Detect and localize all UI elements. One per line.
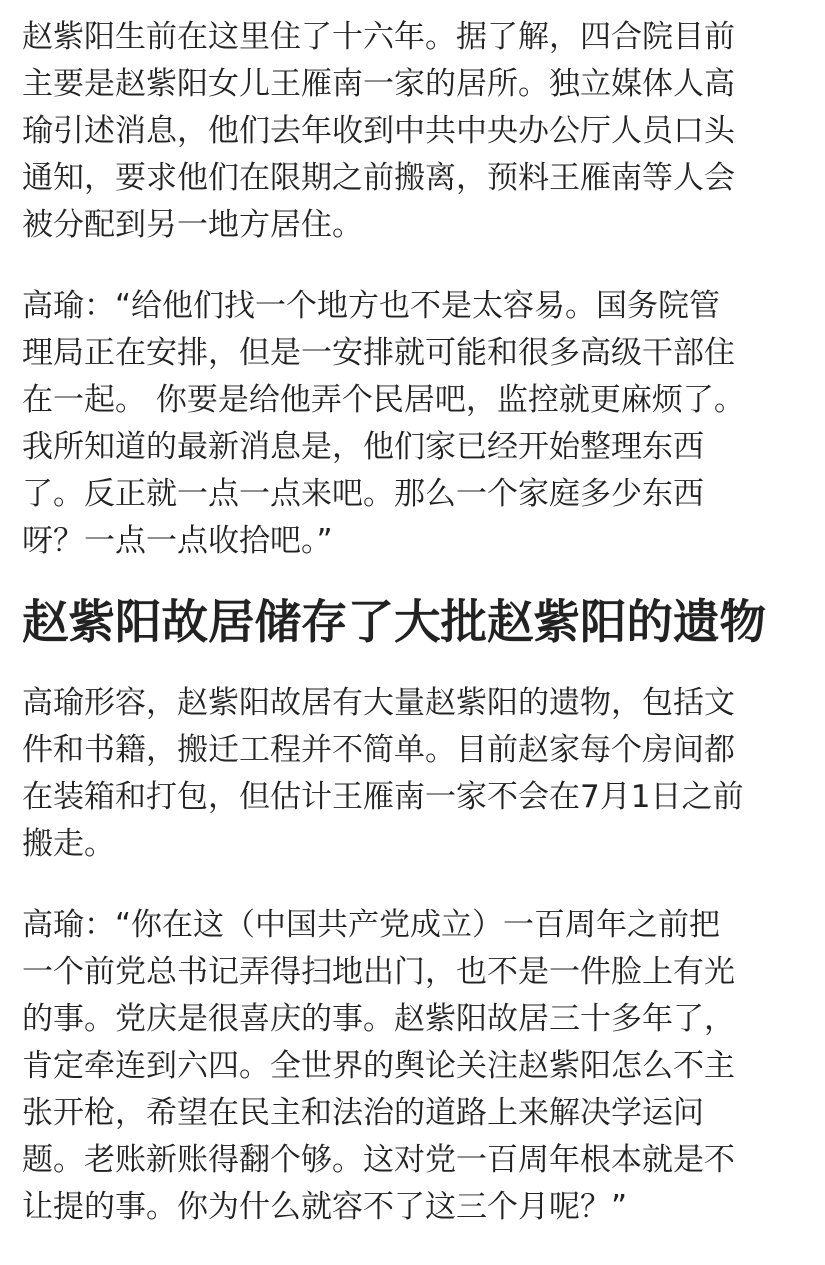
text-line: 被分配到另一地方居住。 bbox=[22, 207, 363, 243]
text-line: 肯定牵连到六四。全世界的舆论关注赵紫阳怎么不主 bbox=[22, 1048, 735, 1084]
paragraph-gao-yu-quote-1 bbox=[22, 283, 812, 565]
text-line: 搬走。 bbox=[22, 826, 115, 862]
text-line: 件和书籍，搬迁工程并不简单。目前赵家每个房间都 bbox=[22, 732, 735, 768]
text-line: 主要是赵紫阳女儿王雁南一家的居所。独立媒体人高 bbox=[22, 66, 735, 102]
paragraph-residence bbox=[22, 14, 812, 249]
text-line: 高瑜：“你在这（中国共产党成立）一百周年之前把 bbox=[22, 907, 721, 943]
text-line: 瑜引述消息，他们去年收到中共中央办公厅人员口头 bbox=[22, 113, 735, 149]
text-line: 了。反正就一点一点来吧。那么一个家庭多少东西 bbox=[22, 476, 704, 512]
paragraph-belongings bbox=[22, 680, 812, 868]
text-line: 在装箱和打包，但估计王雁南一家不会在7月1日之前 bbox=[22, 779, 744, 815]
text-line: 高瑜：“给他们找一个地方也不是太容易。国务院管 bbox=[22, 288, 721, 324]
article-body bbox=[22, 14, 812, 1265]
paragraph-gao-yu-quote-2 bbox=[22, 902, 812, 1231]
text-line: 我所知道的最新消息是，他们家已经开始整理东西 bbox=[22, 429, 704, 465]
text-line: 赵紫阳生前在这里住了十六年。据了解，四合院目前 bbox=[22, 19, 735, 55]
text-line: 高瑜形容，赵紫阳故居有大量赵紫阳的遗物，包括文 bbox=[22, 685, 735, 721]
text-line: 一个前党总书记弄得扫地出门，也不是一件脸上有光 bbox=[22, 954, 735, 990]
text-line: 让提的事。你为什么就容不了这三个月呢？” bbox=[22, 1189, 628, 1225]
section-heading: 赵紫阳故居储存了大批赵紫阳的遗物 bbox=[22, 595, 766, 649]
text-line: 通知，要求他们在限期之前搬离，预料王雁南等人会 bbox=[22, 160, 735, 196]
text-line: 在一起。 你要是给他弄个民居吧，监控就更麻烦了。 bbox=[22, 382, 745, 418]
text-line: 题。老账新账得翻个够。这对党一百周年根本就是不 bbox=[22, 1142, 735, 1178]
text-line: 呀？一点一点收拾吧。” bbox=[22, 523, 333, 559]
text-line: 的事。党庆是很喜庆的事。赵紫阳故居三十多年了， bbox=[22, 1001, 735, 1037]
text-line: 理局正在安排，但是一安排就可能和很多高级干部住 bbox=[22, 335, 735, 371]
text-line: 张开枪，希望在民主和法治的道路上来解决学运问 bbox=[22, 1095, 704, 1131]
